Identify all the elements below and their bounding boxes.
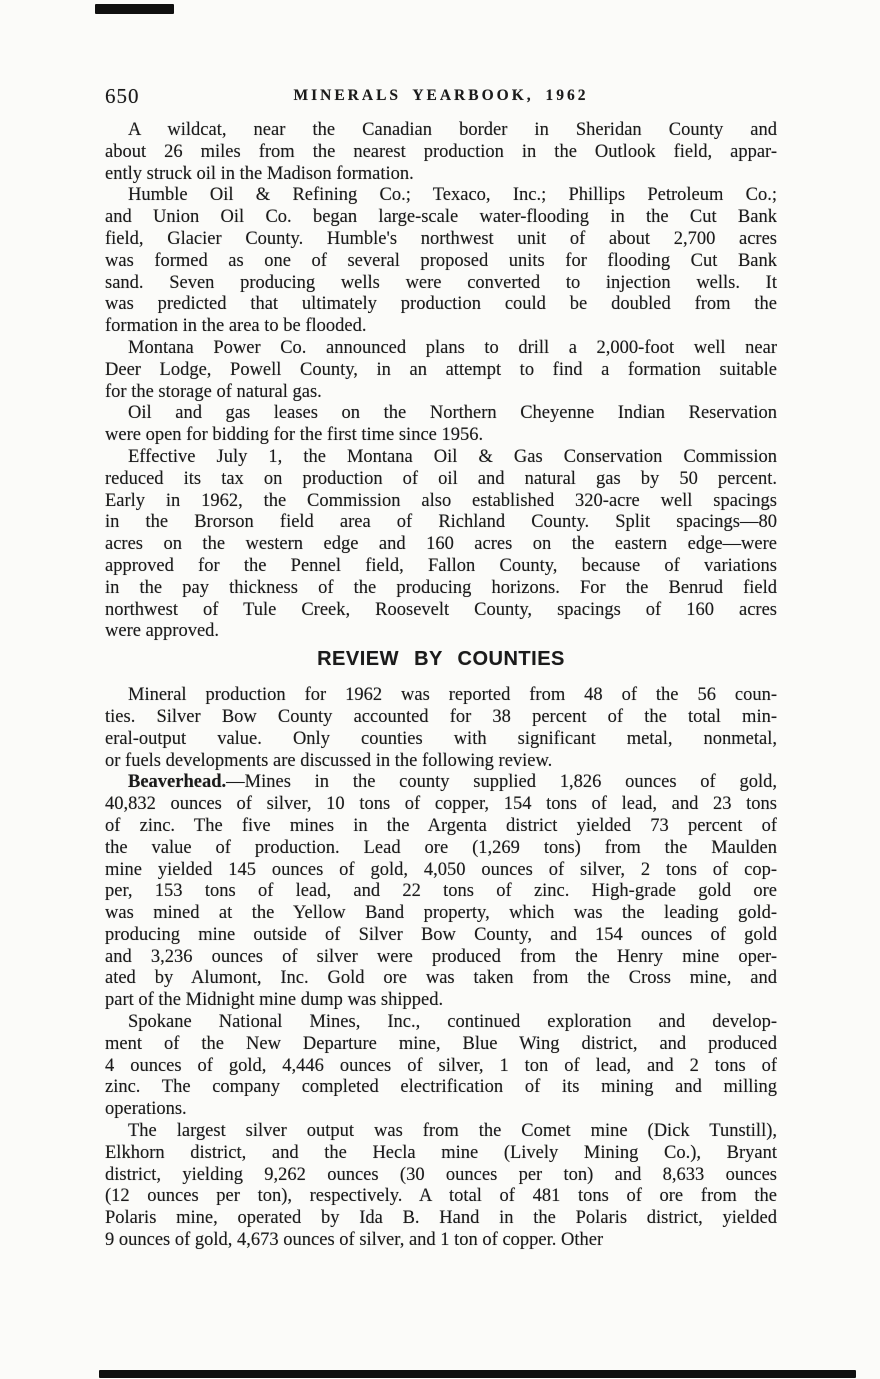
paragraph bbox=[105, 120, 777, 185]
county-name-bold: Beaverhead. bbox=[128, 772, 227, 793]
text-line: operations. bbox=[105, 1099, 187, 1120]
text-line: northwest of Tule Creek, Roosevelt County, spacings of 160 acres bbox=[105, 599, 777, 620]
paragraph bbox=[105, 447, 777, 643]
text-line: for the storage of natural gas. bbox=[105, 381, 322, 402]
text-line: were approved. bbox=[105, 621, 220, 642]
text-line: Spokane National Mines, Inc., continued exploration and develop- bbox=[128, 1012, 777, 1033]
text-line: district, yielding 9,262 ounces (30 ounces per ton) and 8,633 ounces bbox=[105, 1164, 777, 1185]
text-line: 4 ounces of gold, 4,446 ounces of silver, 1 ton of lead, and 2 tons of bbox=[105, 1055, 777, 1076]
paragraph bbox=[105, 685, 777, 772]
text-line: (12 ounces per ton), respectively. A total of 481 tons of ore from the bbox=[105, 1186, 777, 1207]
text-line: Humble Oil & Refining Co.; Texaco, Inc.; Phillips Petroleum Co.; bbox=[128, 185, 777, 206]
text-line: of zinc. The five mines in the Argenta district yielded 73 percent of bbox=[105, 815, 777, 836]
paragraph bbox=[105, 1121, 777, 1252]
text-line: ently struck oil in the Madison formation. bbox=[105, 163, 414, 184]
text-line: about 26 miles from the nearest production in the Outlook field, appar- bbox=[105, 141, 777, 162]
page-number: 650 bbox=[105, 84, 140, 108]
text-line: 40,832 ounces of silver, 10 tons of copper, 154 tons of lead, and 23 tons bbox=[105, 794, 777, 815]
text-line: was formed as one of several proposed units for flooding Cut Bank bbox=[105, 250, 777, 271]
text-line: sand. Seven producing wells were converted to injection wells. It bbox=[105, 272, 777, 293]
text-column bbox=[105, 120, 777, 1252]
text-line: ment of the New Departure mine, Blue Wing district, and produced bbox=[105, 1033, 777, 1054]
text-line: Montana Power Co. announced plans to drill a 2,000-foot well near bbox=[128, 337, 777, 358]
text-line: field, Glacier County. Humble's northwest unit of about 2,700 acres bbox=[105, 228, 777, 249]
paragraph bbox=[105, 185, 777, 338]
text-line: formation in the area to be flooded. bbox=[105, 316, 367, 337]
text-line: acres on the western edge and 160 acres on the eastern edge—were bbox=[105, 534, 777, 555]
paragraph bbox=[105, 772, 777, 1012]
text-line: were open for bidding for the first time since 1956. bbox=[105, 425, 484, 446]
text-line: The largest silver output was from the Comet mine (Dick Tunstill), bbox=[128, 1121, 777, 1142]
text-line: 9 ounces of gold, 4,673 ounces of silver, and 1 ton of copper. Other bbox=[105, 1230, 604, 1251]
text-line: A wildcat, near the Canadian border in Sheridan County and bbox=[128, 120, 777, 140]
text-line: in the Brorson field area of Richland County. Split spacings—80 bbox=[105, 512, 777, 533]
text-line: part of the Midnight mine dump was shipped. bbox=[105, 990, 444, 1011]
text-line: Elkhorn district, and the Hecla mine (Lively Mining Co.), Bryant bbox=[105, 1142, 777, 1163]
text-line: mine yielded 145 ounces of gold, 4,050 ounces of silver, 2 tons of cop- bbox=[105, 859, 777, 880]
text-line: was mined at the Yellow Band property, which was the leading gold- bbox=[105, 903, 777, 924]
running-header: MINERALS YEARBOOK, 1962 bbox=[293, 87, 589, 104]
text-line: Polaris mine, operated by Ida B. Hand in the Polaris district, yielded bbox=[105, 1208, 777, 1229]
text-line: or fuels developments are discussed in the following review. bbox=[105, 750, 553, 771]
text-line: the value of production. Lead ore (1,269 tons) from the Maulden bbox=[105, 837, 777, 858]
text-line: and Union Oil Co. began large-scale water-flooding in the Cut Bank bbox=[105, 207, 777, 228]
section-heading: REVIEW BY COUNTIES bbox=[317, 648, 565, 671]
text-line: producing mine outside of Silver Bow County, and 154 ounces of gold bbox=[105, 924, 777, 945]
text-line: Effective July 1, the Montana Oil & Gas Conservation Commission bbox=[128, 446, 777, 467]
text-line: in the pay thickness of the producing horizons. For the Benrud field bbox=[105, 577, 777, 598]
text-line: approved for the Pennel field, Fallon County, because of variations bbox=[105, 555, 777, 576]
text-line: Mineral production for 1962 was reported from 48 of the 56 coun- bbox=[128, 685, 777, 706]
paragraph bbox=[105, 403, 777, 447]
paragraph bbox=[105, 338, 777, 403]
text-line: ties. Silver Bow County accounted for 38 percent of the total min- bbox=[105, 706, 777, 727]
text-line: eral-output value. Only counties with significant metal, nonmetal, bbox=[105, 728, 777, 749]
text-line: Deer Lodge, Powell County, in an attempt to find a formation suitable bbox=[105, 359, 777, 380]
scan-artifact-bottom bbox=[99, 1370, 856, 1378]
text-line: ated by Alumont, Inc. Gold ore was taken from the Cross mine, and bbox=[105, 968, 777, 989]
paragraph bbox=[105, 1012, 777, 1121]
text-line: reduced its tax on production of oil and natural gas by 50 percent. bbox=[105, 468, 777, 489]
text-line: Beaverhead.—Mines in the county supplied 1,826 ounces of gold, bbox=[128, 772, 777, 793]
text-line: was predicted that ultimately production could be doubled from the bbox=[105, 294, 777, 315]
text-line: and 3,236 ounces of silver were produced from the Henry mine oper- bbox=[105, 946, 777, 967]
text-line: per, 153 tons of lead, and 22 tons of zinc. High-grade gold ore bbox=[105, 881, 777, 902]
text-line: Oil and gas leases on the Northern Cheyenne Indian Reservation bbox=[128, 403, 777, 424]
page-header bbox=[105, 84, 777, 108]
text-line: zinc. The company completed electrification of its mining and milling bbox=[105, 1077, 777, 1098]
text-line: Early in 1962, the Commission also established 320-acre well spacings bbox=[105, 490, 777, 511]
scan-artifact-top bbox=[95, 4, 174, 14]
